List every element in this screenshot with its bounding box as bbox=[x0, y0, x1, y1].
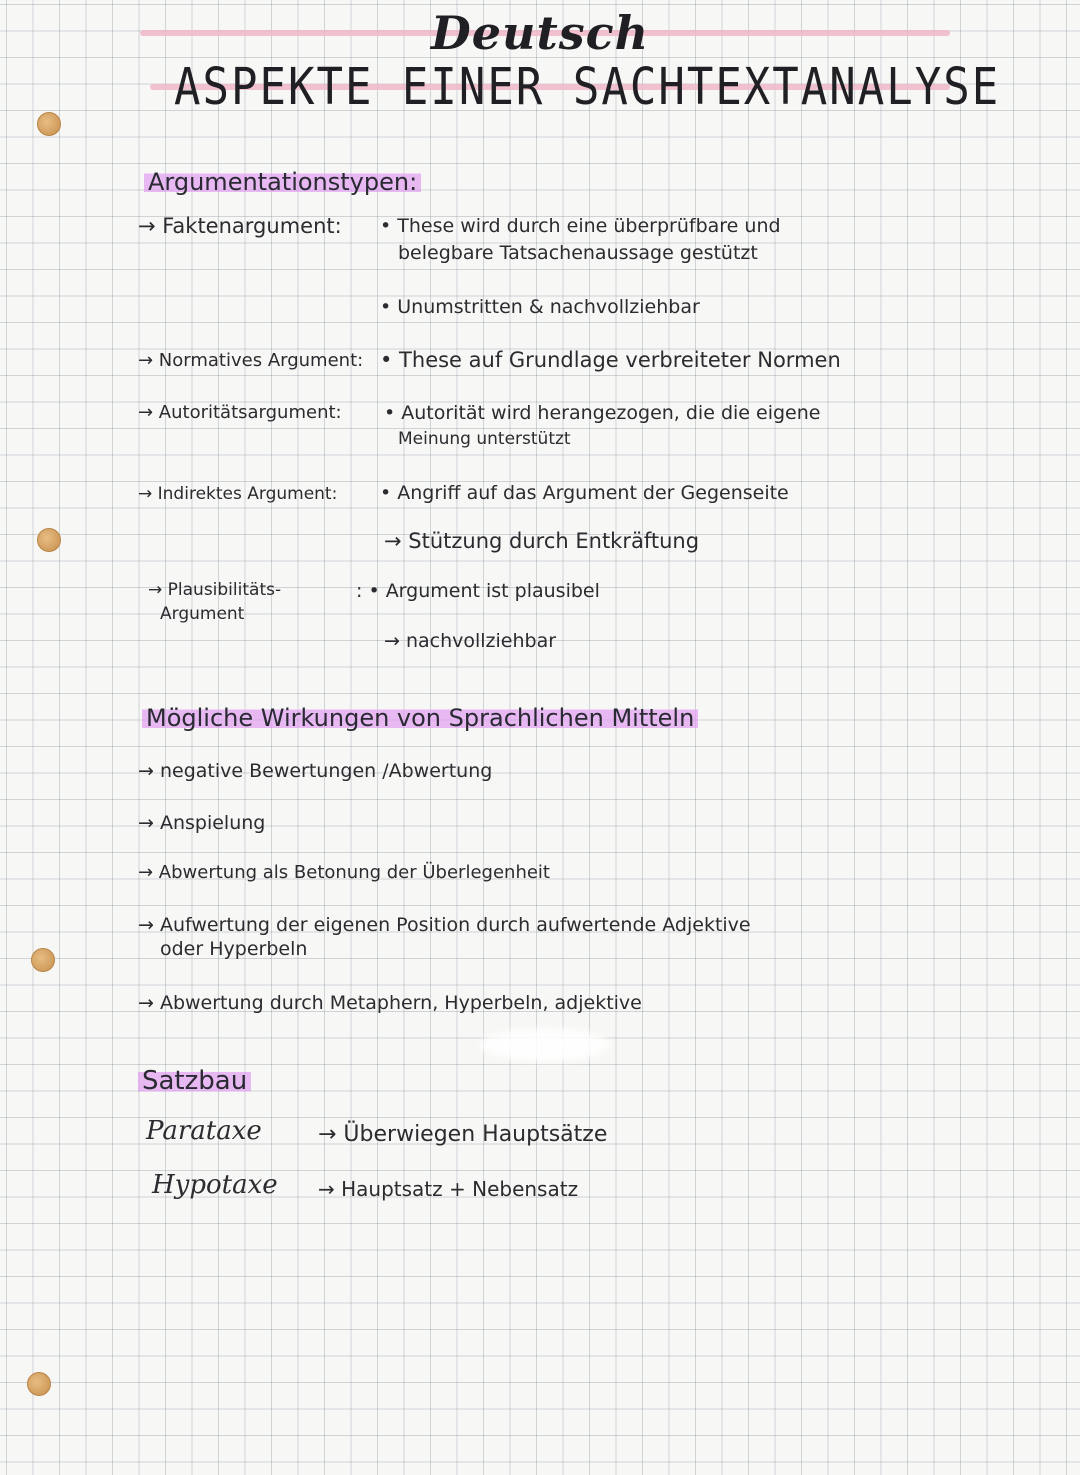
list-item: → negative Bewertungen /Abwertung bbox=[138, 760, 493, 782]
page-subject: Deutsch bbox=[430, 6, 650, 60]
desc-autoritaetsargument-1: • Autorität wird herangezogen, die die eigene bbox=[384, 402, 821, 424]
desc-parataxe: → Überwiegen Hauptsätze bbox=[318, 1122, 608, 1147]
term-plausibilitaets: → Plausibilitäts- bbox=[148, 580, 282, 600]
binder-hole bbox=[31, 948, 55, 972]
desc-hypotaxe: → Hauptsatz + Nebensatz bbox=[318, 1177, 579, 1201]
list-item: oder Hyperbeln bbox=[160, 938, 308, 960]
desc-faktenargument-2: belegbare Tatsachenaussage gestützt bbox=[398, 242, 758, 264]
term-normatives-argument: → Normatives Argument: bbox=[138, 350, 364, 371]
list-item: → Anspielung bbox=[138, 812, 266, 834]
term-parataxe: Parataxe bbox=[146, 1116, 262, 1146]
desc-autoritaetsargument-2: Meinung unterstützt bbox=[398, 429, 571, 449]
correction-fluid-smudge bbox=[480, 1028, 610, 1062]
desc-indirektes-argument-1: • Angriff auf das Argument der Gegenseite bbox=[380, 482, 789, 504]
desc-plausibilitaet-1: : • Argument ist plausibel bbox=[356, 580, 600, 602]
section-heading-argumentationstypen: Argumentationstypen: bbox=[144, 168, 421, 196]
list-item: → Aufwertung der eigenen Position durch aufwertende Adjektive bbox=[138, 914, 751, 936]
desc-indirektes-argument-2: → Stützung durch Entkräftung bbox=[384, 529, 700, 553]
term-hypotaxe: Hypotaxe bbox=[152, 1170, 278, 1200]
term-indirektes-argument: → Indirektes Argument: bbox=[138, 484, 338, 504]
term-plausibilitaets-2: Argument bbox=[160, 604, 245, 624]
desc-faktenargument-3: • Unumstritten & nachvollziehbar bbox=[380, 296, 700, 318]
binder-hole bbox=[27, 1372, 51, 1396]
term-autoritaetsargument: → Autoritätsargument: bbox=[138, 402, 342, 423]
list-item: → Abwertung durch Metaphern, Hyperbeln, adjektive bbox=[138, 992, 642, 1014]
desc-plausibilitaet-2: → nachvollziehbar bbox=[384, 630, 557, 652]
term-faktenargument: → Faktenargument: bbox=[138, 214, 342, 238]
section-heading-wirkungen: Mögliche Wirkungen von Sprachlichen Mitteln bbox=[142, 704, 698, 732]
page-title: ASPEKTE EINER SACHTEXTANALYSE bbox=[174, 58, 1001, 117]
desc-faktenargument-1: • These wird durch eine überprüfbare und bbox=[380, 215, 781, 237]
binder-hole bbox=[37, 528, 61, 552]
section-heading-satzbau: Satzbau bbox=[138, 1066, 251, 1096]
list-item: → Abwertung als Betonung der Überlegenheit bbox=[138, 862, 550, 883]
binder-hole bbox=[37, 112, 61, 136]
desc-normatives-argument: • These auf Grundlage verbreiteter Normen bbox=[380, 348, 841, 372]
